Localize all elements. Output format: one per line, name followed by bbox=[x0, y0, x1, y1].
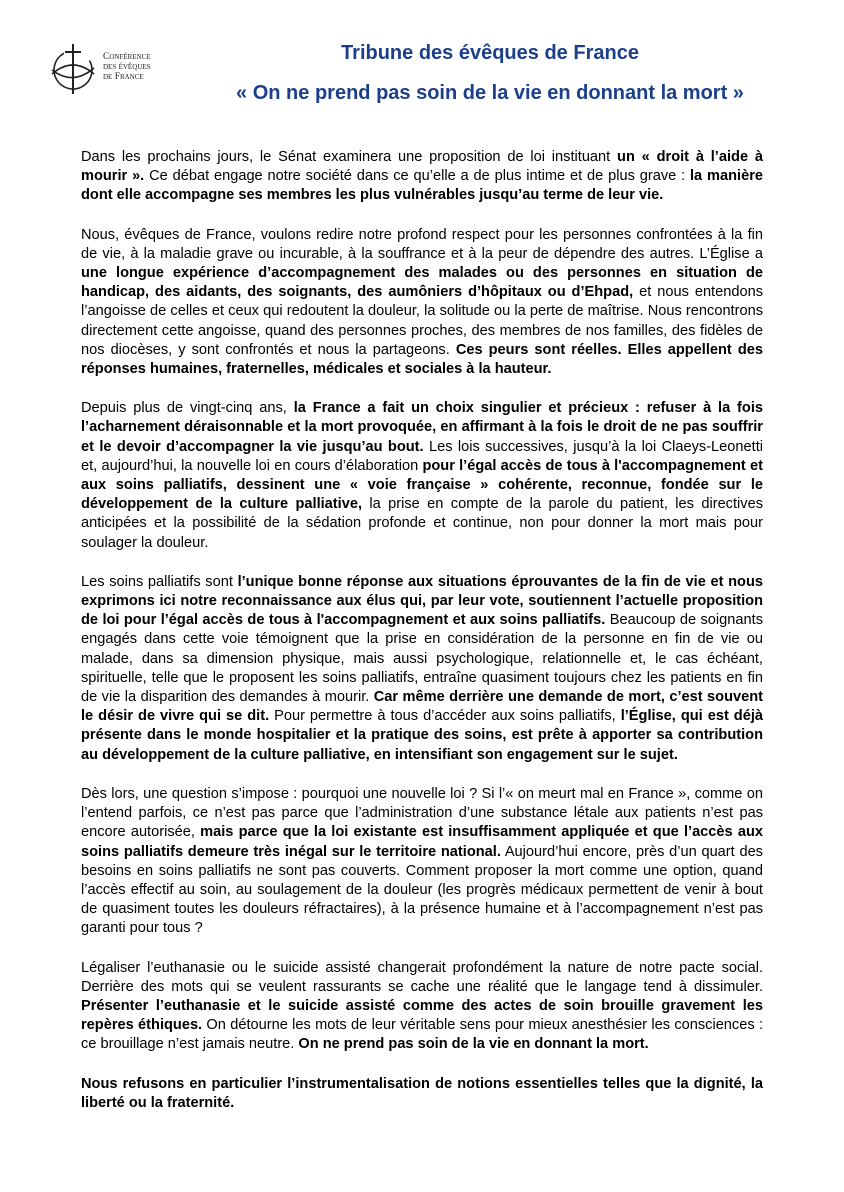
body-text: Depuis plus de vingt-cinq ans, bbox=[81, 400, 294, 417]
body-text: On détourne les mots de leur véritable sens pour mieux anesthésier les consciences : ce brouillage n’est jamais neutre. bbox=[81, 1017, 763, 1053]
bold-text: un « droit à l’aide à mourir ». bbox=[81, 149, 763, 185]
logo-line: Conférence bbox=[103, 52, 151, 62]
cross-fish-icon bbox=[46, 40, 102, 96]
bold-text: la France a fait un choix singulier et précieux : refuser à la fois l’acharnement déraisonnable et la mort provoquée, en affirmant à la fois le droit de ne pas souffrir et le devoir d’accompagner la vie jusqu’au bout. bbox=[81, 400, 763, 455]
article-body bbox=[81, 148, 763, 1133]
logo-line: de France bbox=[103, 72, 144, 82]
body-text: Ce débat engage notre société dans ce qu’elle a de plus intime et de plus grave : bbox=[144, 168, 690, 185]
bold-text: pour l’égal accès de tous à l'accompagnement et aux soins palliatifs, dessinent une « voie française » cohérente, reconnue, fondée sur le développement de la culture palliative, bbox=[81, 457, 764, 513]
body-text: et nous entendons l’angoisse de celles et ceux qui redoutent la douleur, la solitude ou la perte de maîtrise. Nous rencontrons directement cette angoisse, quand des personnes proches, des membres de nos familles, des fidèles de nos diocèses, y sont confrontés et nous la partageons. bbox=[81, 284, 763, 358]
bold-text: Présenter l’euthanasie et le suicide assisté comme des actes de soin brouille gravement les repères éthiques. bbox=[81, 997, 763, 1034]
bold-text: Ces peurs sont réelles. Elles appellent des réponses humaines, fraternelles, médicales et sociales à la hauteur. bbox=[81, 341, 763, 378]
logo-text bbox=[103, 52, 151, 82]
body-text: Dès lors, une question s’impose : pourquoi une nouvelle loi ? Si l’« on meurt mal en France », comme on l’entend parfois, ce n’est pas parce que l’administration d’une substance létale aux patients n’est pas encore autorisée, bbox=[81, 785, 763, 841]
body-text: Nous, évêques de France, voulons redire notre profond respect pour les personnes confrontées à la fin de vie, à la maladie grave ou incurable, à la souffrance et à la peur de dépendre des autres. L’Église a bbox=[81, 226, 763, 262]
body-text: Aujourd’hui encore, près d’un quart des besoins en soins palliatifs ne sont pas couverts. Comment proposer la mort comme une option, quand l’accès effectif au soin, au soulagement de la douleur (les progrès médicaux permettent de venir à bout de quasiment toutes les douleurs réfractaires), à la présence humaine et à l’accompagnement n’est pas garanti pour tous ? bbox=[81, 843, 763, 937]
paragraph bbox=[81, 785, 763, 939]
bold-text: mais parce que la loi existante est insuffisamment appliquée et que l’accès aux soins palliatifs demeure très inégal sur le territoire national. bbox=[81, 824, 763, 860]
body-text: Beaucoup de soignants engagés dans cette voie témoignent que la prise en considération de la personne en fin de vie ou malade, dans sa dimension physique, mais aussi psychologique, relationnelle et, le cas échéant, spirituelle, telle que le proposent les soins palliatifs, entraîne quasiment toujours chez les patients en fin de vie la disparition des demandes à mourir. bbox=[81, 612, 763, 706]
bold-text: Car même derrière une demande de mort, c’est souvent le désir de vivre qui se dit. bbox=[81, 689, 763, 725]
bold-text: l’Église, qui est déjà présente dans le monde hospitalier et la pratique des soins, est prête à apporter sa contribution au développement de la culture palliative, en intensifiant son engagement sur le sujet. bbox=[81, 708, 763, 763]
conference-logo bbox=[46, 40, 166, 96]
paragraph bbox=[81, 148, 763, 206]
bold-text: On ne prend pas soin de la vie en donnant la mort. bbox=[298, 1036, 649, 1053]
body-text: Pour permettre à tous d’accéder aux soins palliatifs, bbox=[269, 708, 621, 725]
bold-text: Nous refusons en particulier l’instrumentalisation de notions essentielles telles que la dignité, la liberté ou la fraternité. bbox=[81, 1075, 763, 1111]
body-text: la prise en compte de la parole du patient, les directives anticipées et la possibilité de la sédation profonde et continue, non pour donner la mort mais pour soulager la douleur. bbox=[81, 496, 763, 551]
paragraph bbox=[81, 399, 763, 553]
bold-text: une longue expérience d’accompagnement des malades ou des personnes en situation de handicap, des aidants, des soignants, des aumôniers d’hôpitaux ou d’Ehpad, bbox=[81, 265, 763, 301]
page-title: Tribune des évêques de France bbox=[341, 42, 639, 64]
page-subtitle: « On ne prend pas soin de la vie en donnant la mort » bbox=[236, 82, 744, 104]
body-text: Légaliser l’euthanasie ou le suicide assisté changerait profondément la nature de notre pacte social. Derrière des mots qui se veulent rassurants se cache une réalité que le langage tend à dissimuler. bbox=[81, 959, 763, 995]
paragraph bbox=[81, 573, 763, 765]
body-text: Les soins palliatifs sont bbox=[81, 573, 238, 590]
logo-line: des évêques bbox=[103, 62, 151, 72]
body-text: Dans les prochains jours, le Sénat examinera une proposition de loi instituant bbox=[81, 149, 618, 165]
body-text: Les lois successives, jusqu’à la loi Claeys-Leonetti et, aujourd’hui, la nouvelle loi en cours d’élaboration bbox=[81, 438, 763, 474]
paragraph bbox=[81, 226, 763, 380]
paragraph bbox=[81, 1075, 763, 1113]
paragraph bbox=[81, 959, 763, 1055]
bold-text: la manière dont elle accompagne ses membres les plus vulnérables jusqu’au terme de leur vie. bbox=[81, 168, 763, 204]
bold-text: l’unique bonne réponse aux situations éprouvantes de la fin de vie et nous exprimons ici notre reconnaissance aux élus qui, par leur vote, soutiennent l’actuelle proposition de loi pour l’égal accès de tous à l'accompagnement et aux soins palliatifs. bbox=[81, 573, 763, 629]
